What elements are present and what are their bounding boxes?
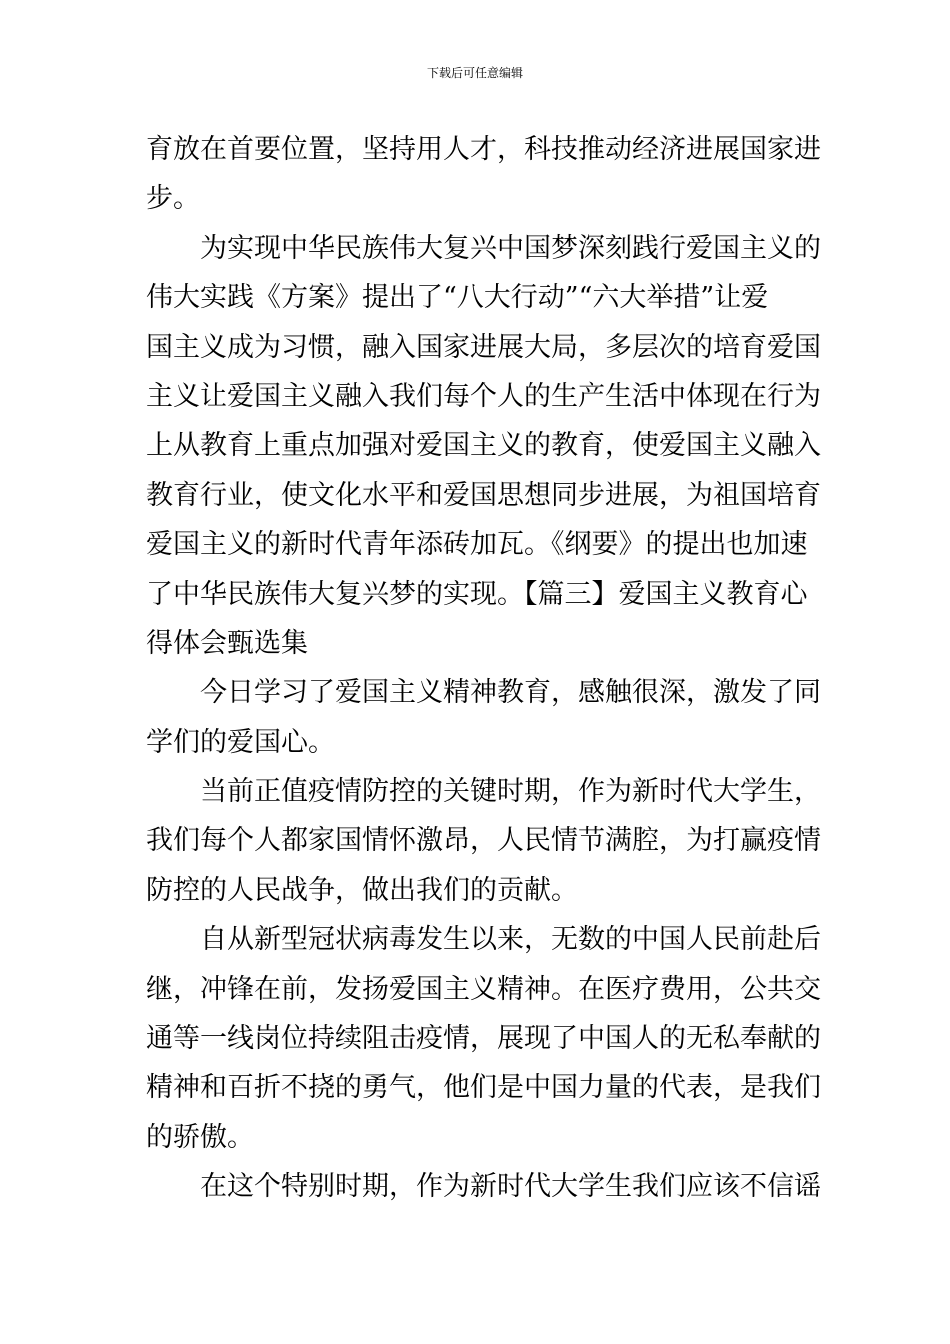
text-line: 今日学习了爱国主义精神教育，感触很深，激发了同 bbox=[200, 677, 821, 709]
text-line: 得体会甄选集 bbox=[146, 627, 308, 659]
text-line: 上从教育上重点加强对爱国主义的教育，使爱国主义融入 bbox=[146, 430, 821, 462]
text-line: 为实现中华民族伟大复兴中国梦深刻践行爱国主义的 bbox=[200, 232, 821, 264]
text-line: 学们的爱国心。 bbox=[146, 726, 335, 758]
text-line: 通等一线岗位持续阻击疫情，展现了中国人的无私奉献的 bbox=[146, 1023, 821, 1055]
text-line: 育放在首要位置，坚持用人才，科技推动经济进展国家进 bbox=[146, 134, 821, 165]
text-line: 自从新型冠状病毒发生以来，无数的中国人民前赴后 bbox=[200, 924, 821, 956]
text-line: 防控的人民战争，做出我们的贡献。 bbox=[146, 874, 578, 906]
text-line: 主义让爱国主义融入我们每个人的生产生活中体现在行为 bbox=[146, 380, 821, 412]
text-line: 教育行业，使文化水平和爱国思想同步进展，为祖国培育 bbox=[146, 479, 821, 511]
page-header: 下载后可任意编辑 bbox=[426, 66, 523, 80]
text-line: 的骄傲。 bbox=[146, 1121, 254, 1153]
text-line: 爱国主义的新时代青年添砖加瓦。《纲要》的提出也加速 bbox=[146, 529, 808, 561]
text-line: 当前正值疫情防控的关键时期，作为新时代大学生， bbox=[200, 776, 821, 808]
text-line: 继，冲锋在前，发扬爱国主义精神。在医疗费用，公共交 bbox=[146, 973, 821, 1005]
document-body bbox=[146, 125, 821, 1212]
text-line: 精神和百折不挠的勇气，他们是中国力量的代表，是我们 bbox=[146, 1072, 821, 1104]
text-line: 在这个特别时期，作为新时代大学生我们应该不信谣 bbox=[200, 1171, 821, 1203]
text-line: 伟大实践《方案》提出了“八大行动”“六大举措”让爱 bbox=[146, 282, 769, 314]
text-line: 了中华民族伟大复兴梦的实现。【篇三】爱国主义教育心 bbox=[146, 578, 808, 610]
text-line: 国主义成为习惯，融入国家进展大局，多层次的培育爱国 bbox=[146, 331, 821, 363]
text-line: 我们每个人都家国情怀激昂，人民情节满腔，为打赢疫情 bbox=[146, 825, 821, 857]
text-line: 步。 bbox=[146, 183, 200, 215]
